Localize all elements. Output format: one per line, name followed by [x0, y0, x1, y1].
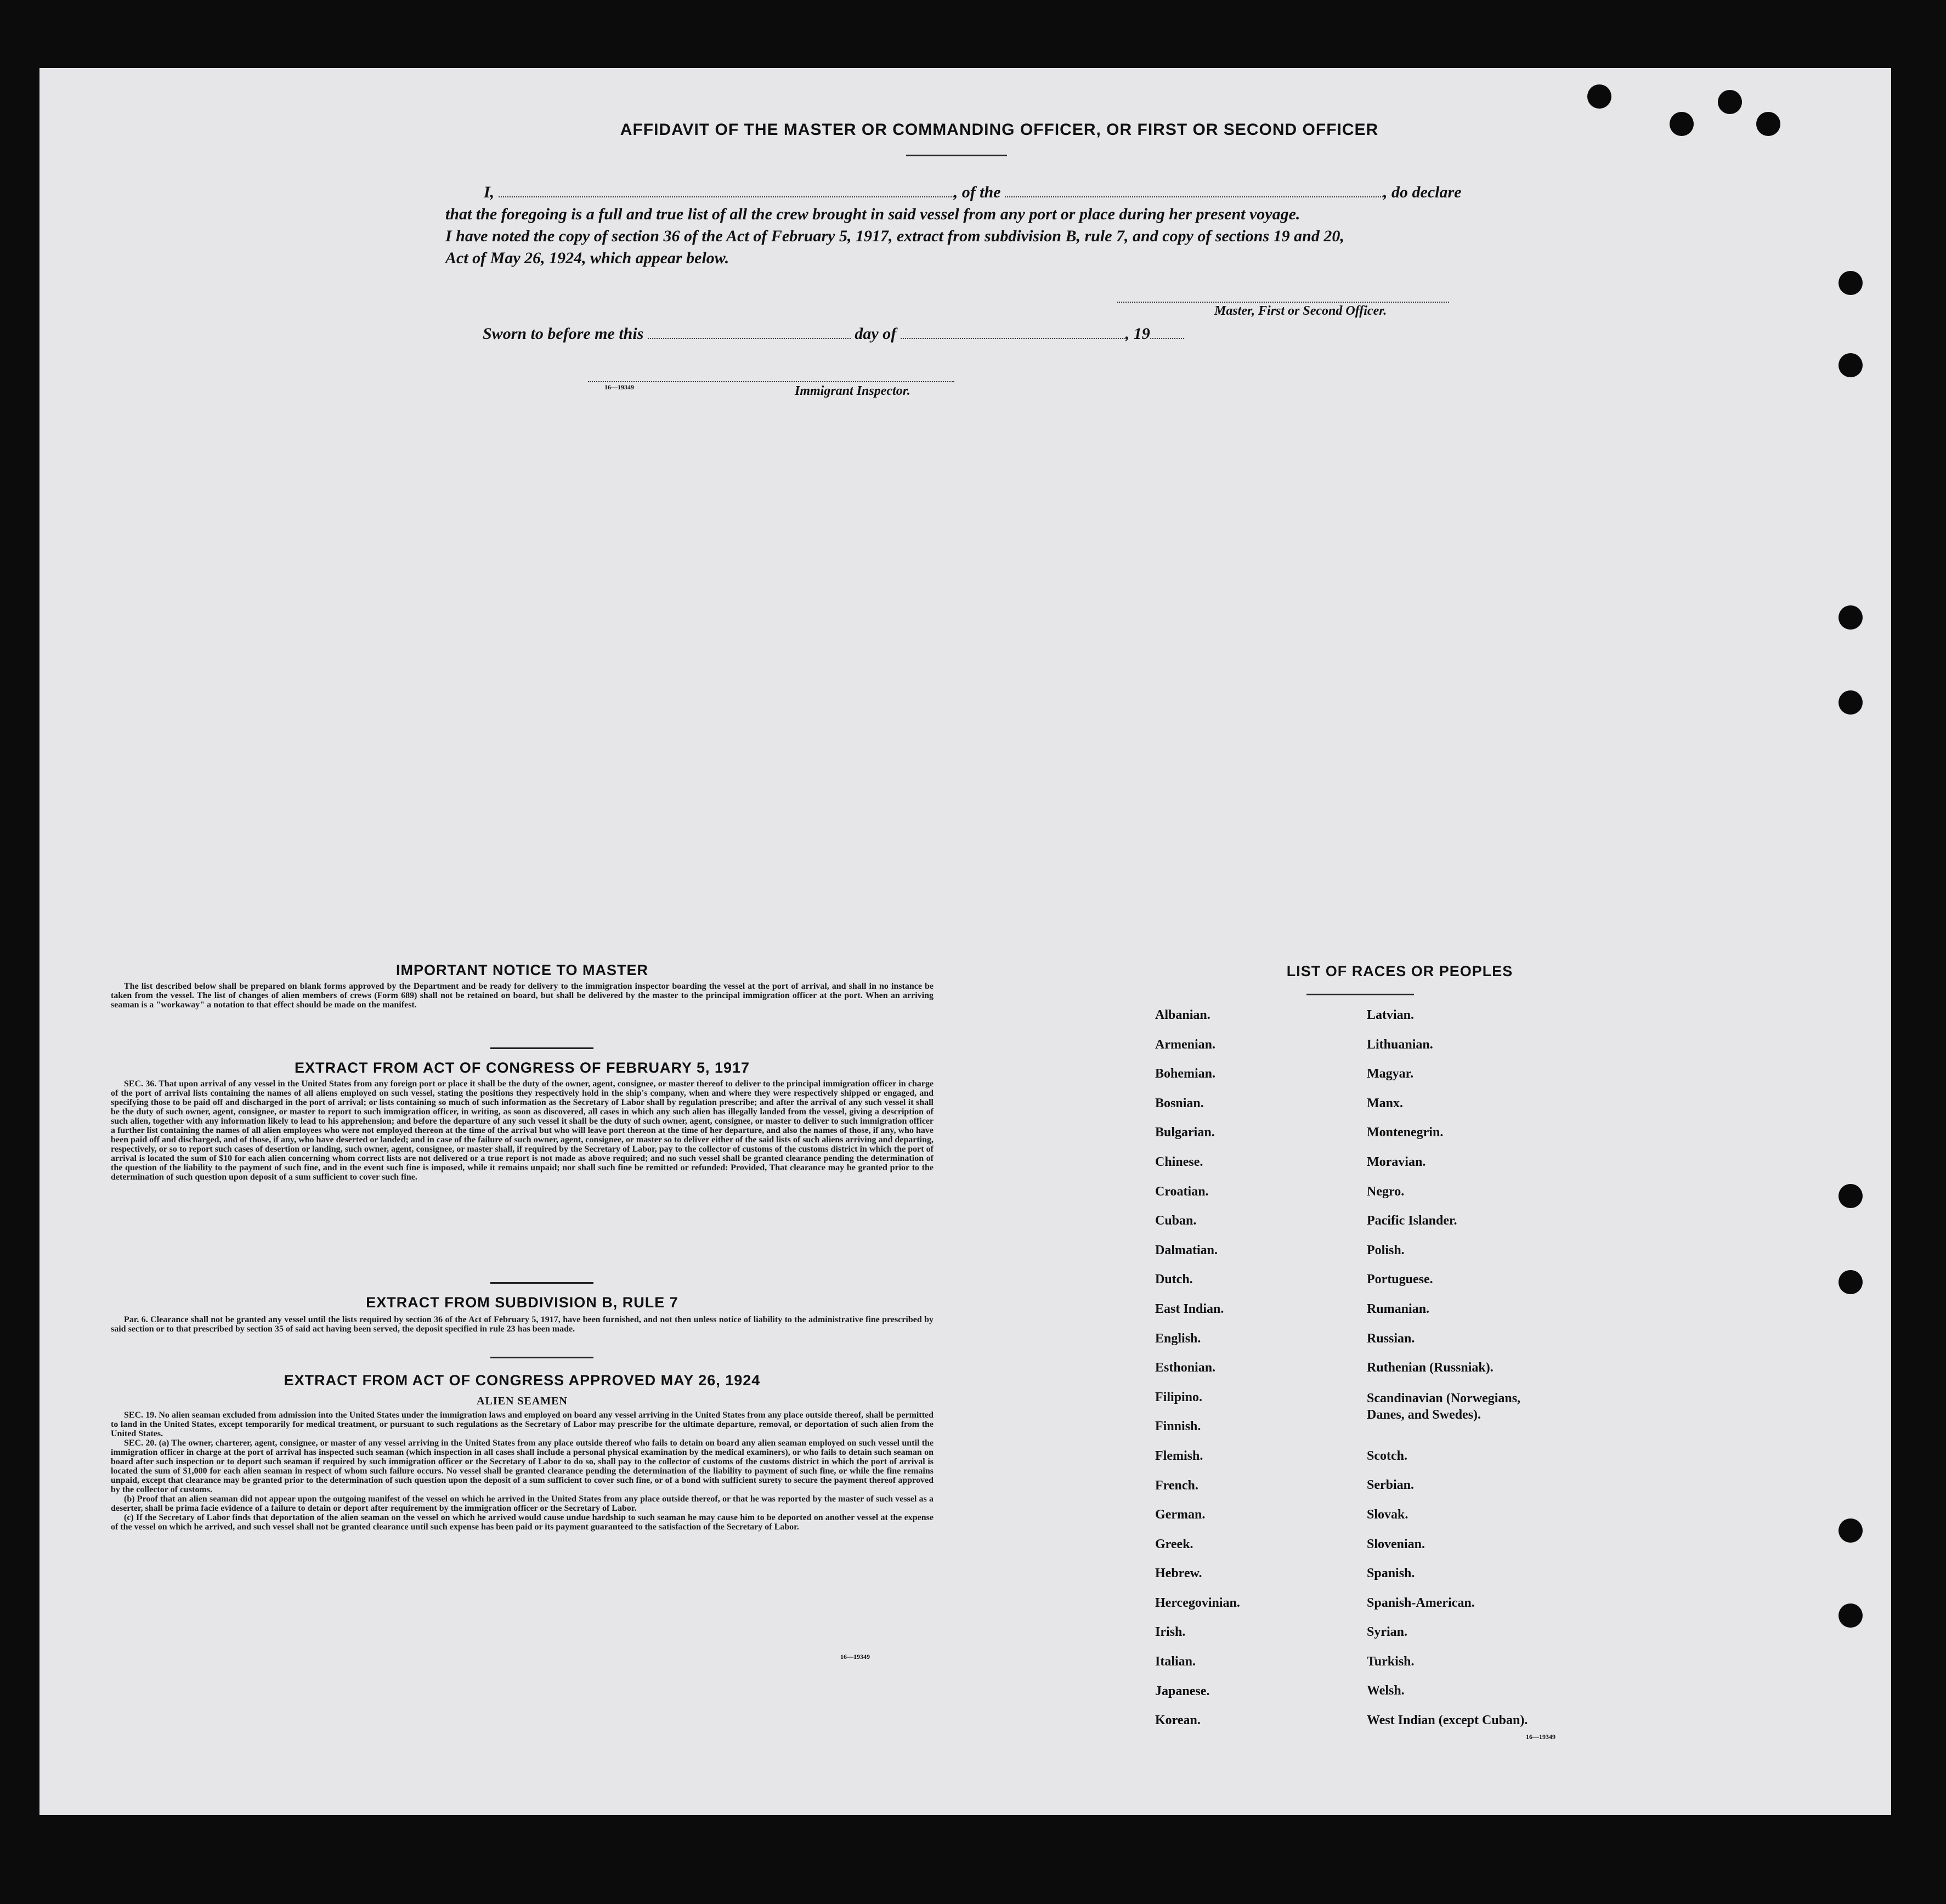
form-number: 16—19349 — [840, 1653, 870, 1661]
race-item: Japanese. — [1155, 1684, 1210, 1698]
sec-20b: (b) Proof that an alien seaman did not appear upon the outgoing manifest of the vessel on which he arrived in the United States from any place outside thereof, or that he was reported by the master of such vessel as a deserter, shall be prima facie evidence of a failure to detain or deport after requirement by the immigration officer or the Secretary of Labor. — [111, 1494, 934, 1513]
extract-1917-text — [111, 1079, 934, 1182]
punch-hole — [1838, 1518, 1863, 1543]
sec-20c: (c) If the Secretary of Labor finds that deportation of the alien seaman on the vessel on which he arrived would cause undue hardship to such seaman he may cause him to be deported on another vessel at the expense of the vessel on which he arrived, and such vessel shall not be granted clearance until such expense has been paid or its payment guaranteed to the satisfaction of the Secretary of Labor. — [111, 1513, 934, 1532]
race-item: Montenegrin. — [1367, 1125, 1444, 1140]
race-item: Esthonian. — [1155, 1361, 1216, 1375]
notice-title: IMPORTANT NOTICE TO MASTER — [396, 962, 648, 978]
race-item: Welsh. — [1367, 1684, 1405, 1698]
form-number: 16—19349 — [604, 383, 634, 391]
sworn-line — [483, 325, 1558, 343]
sworn-month-field[interactable] — [901, 326, 1125, 339]
section-rule — [490, 1047, 593, 1049]
race-item: Bulgarian. — [1155, 1125, 1215, 1140]
race-item: Chinese. — [1155, 1154, 1203, 1169]
race-item: East Indian. — [1155, 1301, 1224, 1316]
race-item: West Indian (except Cuban). — [1367, 1713, 1528, 1728]
year-prefix: , 19 — [1125, 325, 1150, 343]
races-column-2 — [1367, 1008, 1548, 1743]
section-rule — [490, 1282, 593, 1284]
punch-hole — [1838, 1603, 1863, 1628]
of-the-label: , of the — [953, 183, 1001, 201]
race-item: Hebrew. — [1155, 1566, 1202, 1581]
punch-hole — [1838, 271, 1863, 295]
race-item: English. — [1155, 1331, 1201, 1346]
race-item: Lithuanian. — [1367, 1037, 1433, 1052]
race-item: Dalmatian. — [1155, 1243, 1218, 1257]
race-item: Bohemian. — [1155, 1067, 1216, 1081]
declarant-name-field[interactable] — [499, 184, 954, 197]
sec-20a: SEC. 20. (a) The owner, charterer, agent, consignee, or master of any vessel arriving in the United States from any place outside thereof who fails to detain on board any alien seaman employed on such vessel until the immigration officer in charge at the port of arrival has inspected such seaman (which inspection in all cases shall include a personal physical examination by the medical examiners), or who fails to detain such seaman on board after such inspection or to deport such seaman if required by such immigration officer or the Secretary of Labor to do so, shall pay to the collector of customs of the customs district in which the port of arrival is located the sum of $1,000 for each alien seaman in respect of whom such failure occurs. No vessel shall be granted clearance pending the determination of the liability to payment of such fine, or while the fine remains unpaid, except that clearance may be granted prior to the determination of such question upon the deposit of a sum sufficient to cover such fine, or of a bond with sufficient surety to secure the payment thereof approved by the collector of customs. — [111, 1438, 934, 1494]
race-item: Rumanian. — [1367, 1301, 1430, 1316]
section-rule — [490, 1357, 593, 1358]
extract-rule7-body: Par. 6. Clearance shall not be granted any vessel until the lists required by section 36 of the Act of February 5, 1917, have been furnished, and not then unless notice of liability to the administrative fine prescribed by said section or to that prescribed by section 35 of said act having been served, the deposit specified in rule 23 has been made. — [111, 1315, 934, 1334]
declarant-label: I, — [484, 183, 495, 201]
punch-hole — [1756, 112, 1780, 136]
form-sheet — [39, 68, 1891, 1815]
race-item: German. — [1155, 1508, 1206, 1522]
race-item: Scotch. — [1367, 1448, 1407, 1463]
form-number: 16—19349 — [1526, 1733, 1555, 1741]
race-item: Filipino. — [1155, 1390, 1203, 1404]
race-item: Cuban. — [1155, 1214, 1197, 1228]
punch-hole — [1838, 1270, 1863, 1294]
races-title: LIST OF RACES OR PEOPLES — [1286, 963, 1513, 979]
race-item: Croatian. — [1155, 1184, 1209, 1199]
affidavit-line-3: I have noted the copy of section 36 of the Act of February 5, 1917, extract from subdivision B, rule 7, and copy of sections 19 and 20, — [445, 227, 1344, 245]
race-item: Italian. — [1155, 1654, 1196, 1669]
race-item: Negro. — [1367, 1184, 1405, 1199]
day-of-label: day of — [855, 325, 897, 343]
inspector-signature-field[interactable] — [588, 381, 954, 382]
punch-hole — [1587, 84, 1611, 109]
punch-hole — [1718, 90, 1742, 114]
master-signature-field[interactable] — [1117, 302, 1449, 303]
race-item: Dutch. — [1155, 1272, 1193, 1287]
race-item: Serbian. — [1367, 1478, 1415, 1493]
punch-hole — [1838, 605, 1863, 630]
race-item: Albanian. — [1155, 1008, 1210, 1022]
extract-1917-title: EXTRACT FROM ACT OF CONGRESS OF FEBRUARY 5, 1917 — [294, 1059, 750, 1076]
declare-label: , do declare — [1383, 183, 1462, 201]
race-item: Hercegovinian. — [1155, 1595, 1240, 1610]
extract-rule7-title: EXTRACT FROM SUBDIVISION B, RULE 7 — [366, 1294, 678, 1311]
sec-19: SEC. 19. No alien seaman excluded from admission into the United States under the immigration laws and employed on board any vessel arriving in the United States from any place outside thereof, shall be permitted to land in the United States, except temporarily for medical treatment, or pursuant to such regulations as the Secretary of Labor may prescribe for the ultimate departure, removal, or deportation of such alien from the United States. — [111, 1410, 934, 1438]
race-item: Magyar. — [1367, 1067, 1414, 1081]
race-item: Moravian. — [1367, 1154, 1426, 1169]
punch-hole — [1838, 353, 1863, 377]
sworn-prefix: Sworn to before me this — [483, 325, 644, 343]
race-item: Slovak. — [1367, 1507, 1408, 1522]
race-item: Scandinavian (Norwegians, Danes, and Swedes). — [1367, 1391, 1521, 1422]
affidavit-line-4: Act of May 26, 1924, which appear below. — [445, 249, 729, 267]
races-column-1 — [1155, 1008, 1240, 1743]
race-item: Finnish. — [1155, 1419, 1201, 1434]
race-item: Korean. — [1155, 1713, 1201, 1728]
extract-1924-title: EXTRACT FROM ACT OF CONGRESS APPROVED MAY 26, 1924 — [284, 1372, 761, 1389]
vessel-name-field[interactable] — [1005, 184, 1383, 197]
master-signature-label: Master, First or Second Officer. — [1214, 304, 1387, 318]
race-item: Armenian. — [1155, 1037, 1215, 1052]
affidavit-line-2: that the foregoing is a full and true list of all the crew brought in said vessel from any port or place during her present voyage. — [445, 205, 1300, 223]
race-item: Polish. — [1367, 1243, 1405, 1257]
alien-seamen-subtitle: ALIEN SEAMEN — [477, 1395, 568, 1407]
race-item: Flemish. — [1155, 1448, 1203, 1463]
inspector-signature-label: Immigrant Inspector. — [795, 384, 910, 398]
race-item: Portuguese. — [1367, 1272, 1433, 1287]
extract-1924-text — [111, 1410, 934, 1532]
race-item: French. — [1155, 1478, 1198, 1493]
punch-hole — [1670, 112, 1694, 136]
punch-hole — [1838, 690, 1863, 715]
races-rule — [1306, 994, 1414, 995]
race-item: Syrian. — [1367, 1625, 1408, 1640]
title-rule — [906, 155, 1007, 156]
race-item: Turkish. — [1367, 1654, 1415, 1669]
race-item: Pacific Islander. — [1367, 1214, 1457, 1228]
sworn-year-field[interactable] — [1150, 326, 1184, 339]
race-item: Ruthenian (Russniak). — [1367, 1361, 1494, 1375]
race-item: Spanish. — [1367, 1566, 1415, 1581]
sworn-day-field[interactable] — [648, 326, 851, 339]
race-item: Spanish-American. — [1367, 1595, 1475, 1610]
race-item: Bosnian. — [1155, 1096, 1204, 1110]
extract-rule7-text — [111, 1315, 934, 1334]
punch-hole — [1838, 1184, 1863, 1208]
race-item: Russian. — [1367, 1331, 1415, 1346]
race-item: Latvian. — [1367, 1008, 1415, 1022]
affidavit-line-1 — [484, 183, 1559, 202]
affidavit-title: AFFIDAVIT OF THE MASTER OR COMMANDING OFFICER, OR FIRST OR SECOND OFFICER — [620, 121, 1379, 139]
notice-text — [111, 982, 934, 1010]
notice-body: The list described below shall be prepared on blank forms approved by the Department and be ready for delivery to the immigration inspector boarding the vessel at the port of arrival, and shall in no instance be taken from the vessel. The list of changes of alien members of crews (Form 689) shall not be retained on board, but shall be delivered by the master to the principal immigration officer at the port. When an arriving seaman is a "workaway" a notation to that effect should be made on the manifest. — [111, 982, 934, 1010]
race-item: Greek. — [1155, 1537, 1193, 1551]
race-item: Manx. — [1367, 1096, 1403, 1110]
race-item: Irish. — [1155, 1625, 1186, 1640]
extract-1917-body: SEC. 36. That upon arrival of any vessel in the United States from any foreign port or place it shall be the duty of the owner, agent, consignee, or master thereof to deliver to the principal immigration officer in charge of the port of arrival lists containing the names of all aliens employed on such vessel, stating the positions they respectively hold in the ship's company, when and where they were respectively shipped or engaged, and specifying those to be paid off and discharged in the port of arrival; or lists containing so much of such information as the Secretary of Labor shall by regulation prescribe; and after the arrival of any such vessel it shall be the duty of such owner, agent, consignee, or master to report to such immigration officer, in writing, as soon as discovered, all cases in which any such alien has illegally landed from the vessel, giving a description of such alien, together with any information likely to lead to his apprehension; and before the departure of any such vessel it shall be the duty of such owner, agent, consignee, or master to deliver to such immigration officer a further list containing the names of all alien employees who were not employed thereon at the time of the arrival but who will leave port thereon at the time of her departure, and also the names of those, if any, who have been paid off and discharged, and of those, if any, who have deserted or landed; and in case of the failure of such owner, agent, consignee, or master so to deliver either of the said lists of such aliens arriving and departing, respectively, or so to report such cases of desertion or landing, such owner, agent, consignee, or master shall, if required by the Secretary of Labor, pay to the collector of customs of the customs district in which the port of arrival is located the sum of $10 for each alien concerning whom correct lists are not delivered or a true report is not made as above required; and no such vessel shall be granted clearance pending the determination of the question of the liability to the payment of such fine, and in the event such fine is imposed, while it remains unpaid; nor shall such fine be remitted or refunded: Provided, That clearance may be granted prior to the determination of such question upon deposit of a sum sufficient to cover such fine. — [111, 1079, 934, 1182]
race-item: Slovenian. — [1367, 1537, 1425, 1551]
